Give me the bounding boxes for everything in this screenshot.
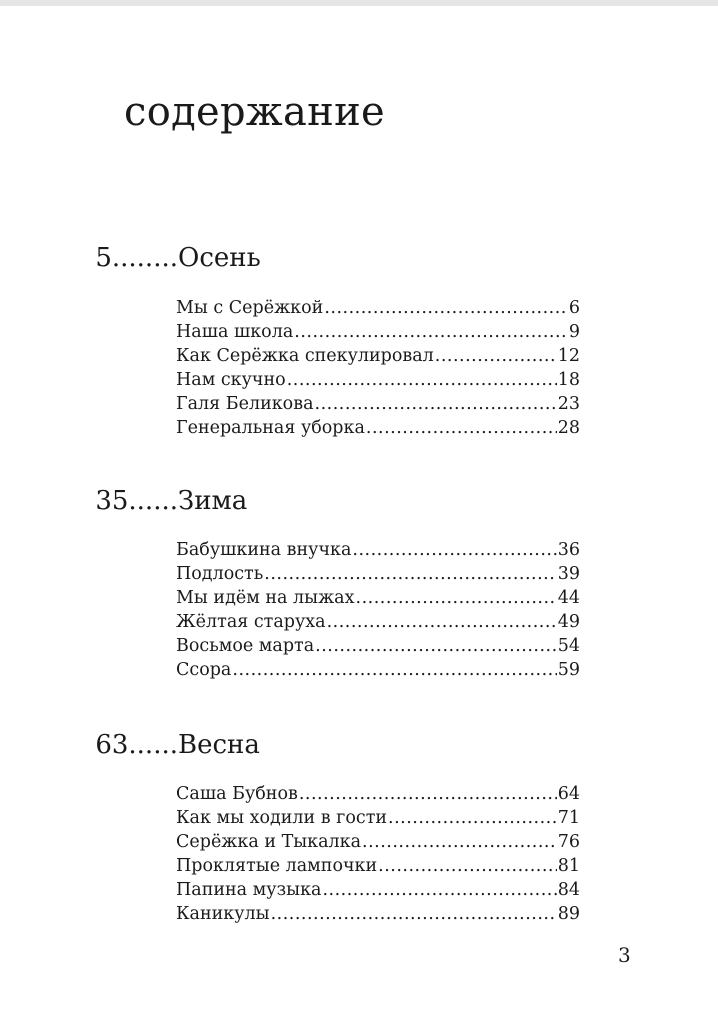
toc-entry[interactable] xyxy=(176,634,580,658)
toc-entry[interactable] xyxy=(176,538,580,562)
entry-title: Жёлтая старуха xyxy=(176,612,326,632)
toc-entry[interactable] xyxy=(176,296,580,320)
dot-leader xyxy=(287,368,557,392)
entry-title: Мы с Серёжкой xyxy=(176,298,324,318)
entry-page-number: 28 xyxy=(557,418,580,438)
entry-list xyxy=(176,296,580,440)
dot-leader xyxy=(356,586,557,610)
section-heading xyxy=(0,481,718,521)
dot-leader xyxy=(366,416,557,440)
entry-page-number: 71 xyxy=(557,808,580,828)
entry-page-number: 9 xyxy=(568,322,580,342)
dot-leader xyxy=(362,830,557,854)
dot-leader xyxy=(315,392,557,416)
dot-leader xyxy=(327,610,557,634)
section-heading xyxy=(0,725,718,765)
top-edge-bar xyxy=(0,0,718,6)
entry-page-number: 54 xyxy=(557,636,580,656)
entry-page-number: 59 xyxy=(557,660,580,680)
entry-title: Генеральная уборка xyxy=(176,418,365,438)
dot-leader xyxy=(378,854,557,878)
toc-entry[interactable] xyxy=(176,320,580,344)
entry-page-number: 89 xyxy=(557,904,580,924)
dot-leader xyxy=(299,782,557,806)
entry-title: Подлость xyxy=(176,564,264,584)
section-page-number: 63...... xyxy=(95,730,178,760)
dot-leader xyxy=(322,878,556,902)
dot-leader xyxy=(264,562,556,586)
entry-page-number: 36 xyxy=(557,540,580,560)
entry-title: Нам скучно xyxy=(176,370,286,390)
section-name: Весна xyxy=(178,730,260,760)
dot-leader xyxy=(294,320,568,344)
entry-page-number: 81 xyxy=(557,856,580,876)
toc-entry[interactable] xyxy=(176,392,580,416)
toc-entry[interactable] xyxy=(176,344,580,368)
entry-page-number: 23 xyxy=(557,394,580,414)
toc-entry[interactable] xyxy=(176,416,580,440)
entry-title: Саша Бубнов xyxy=(176,784,298,804)
dot-leader xyxy=(315,634,557,658)
toc-entry[interactable] xyxy=(176,782,580,806)
entry-title: Ссора xyxy=(176,660,232,680)
entry-title: Папина музыка xyxy=(176,880,322,900)
toc-entry[interactable] xyxy=(176,610,580,634)
dot-leader xyxy=(388,806,557,830)
entry-page-number: 76 xyxy=(557,832,580,852)
dot-leader xyxy=(324,296,568,320)
entry-list xyxy=(176,538,580,682)
entry-title: Бабушкина внучка xyxy=(176,540,352,560)
toc-entry[interactable] xyxy=(176,830,580,854)
entry-title: Каникулы xyxy=(176,904,270,924)
dot-leader xyxy=(435,344,557,368)
toc-entry[interactable] xyxy=(176,878,580,902)
entry-title: Проклятые лампочки xyxy=(176,856,378,876)
section-name: Осень xyxy=(178,243,261,273)
section-page-number: 35...... xyxy=(95,486,178,516)
entry-page-number: 64 xyxy=(557,784,580,804)
page-title: содержание xyxy=(124,89,386,135)
toc-entry[interactable] xyxy=(176,854,580,878)
toc-entry[interactable] xyxy=(176,562,580,586)
toc-entry[interactable] xyxy=(176,368,580,392)
toc-entry[interactable] xyxy=(176,586,580,610)
page-number: 3 xyxy=(618,943,631,967)
entry-title: Как Серёжка спекулировал xyxy=(176,346,434,366)
toc-entry[interactable] xyxy=(176,806,580,830)
entry-title: Восьмое марта xyxy=(176,636,315,656)
entry-page-number: 39 xyxy=(557,564,580,584)
toc-entry[interactable] xyxy=(176,902,580,926)
entry-title: Наша школа xyxy=(176,322,294,342)
section-page-number: 5........ xyxy=(95,243,178,273)
entry-page-number: 49 xyxy=(557,612,580,632)
entry-title: Серёжка и Тыкалка xyxy=(176,832,362,852)
dot-leader xyxy=(352,538,556,562)
section-heading xyxy=(0,238,718,278)
entry-title: Как мы ходили в гости xyxy=(176,808,388,828)
entry-page-number: 44 xyxy=(557,588,580,608)
entry-title: Галя Беликова xyxy=(176,394,314,414)
dot-leader xyxy=(232,658,556,682)
entry-title: Мы идём на лыжах xyxy=(176,588,355,608)
toc-entry[interactable] xyxy=(176,658,580,682)
dot-leader xyxy=(271,902,557,926)
entry-list xyxy=(176,782,580,926)
entry-page-number: 12 xyxy=(557,346,580,366)
section-name: Зима xyxy=(178,486,248,516)
entry-page-number: 18 xyxy=(557,370,580,390)
entry-page-number: 6 xyxy=(568,298,580,318)
entry-page-number: 84 xyxy=(557,880,580,900)
